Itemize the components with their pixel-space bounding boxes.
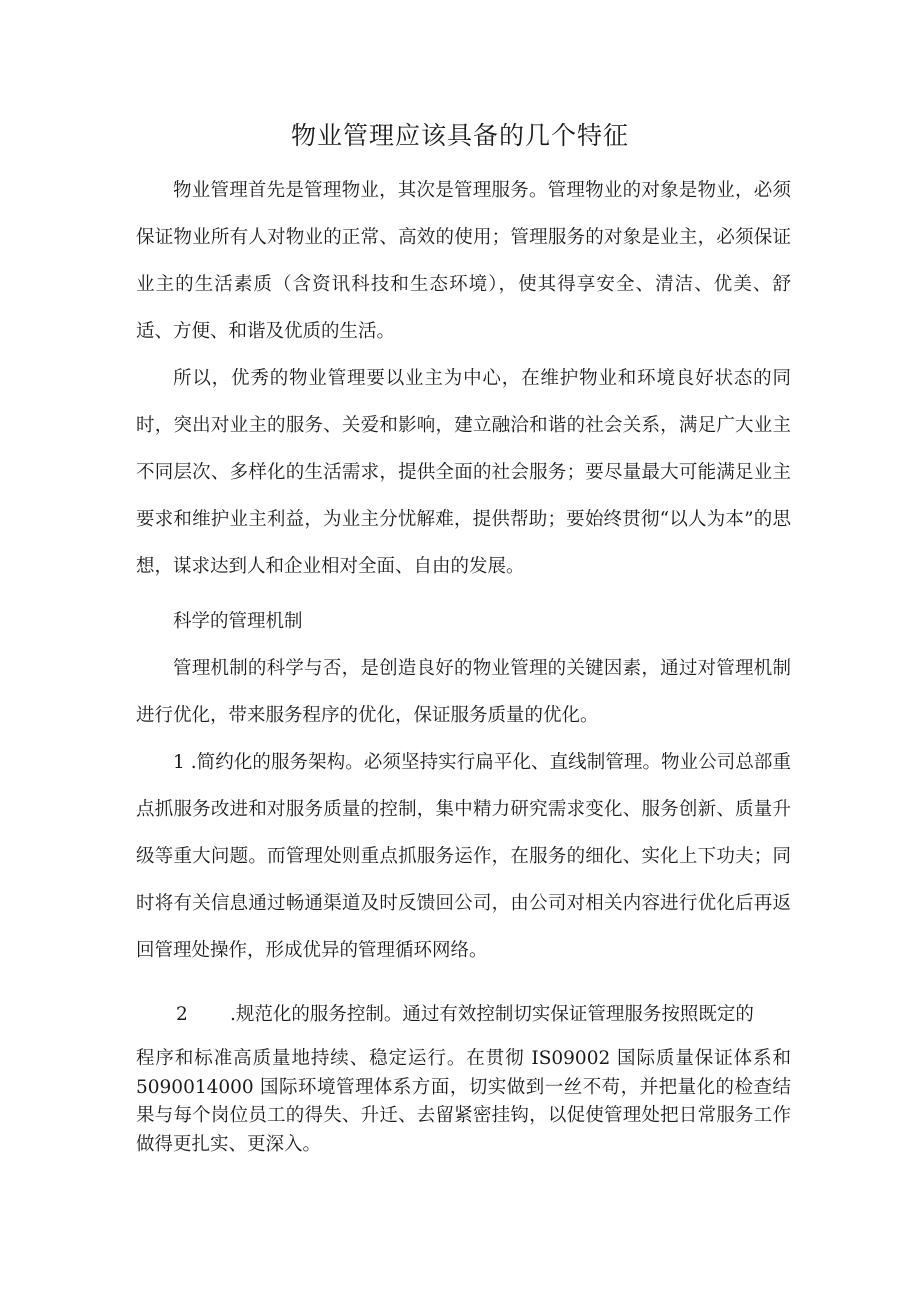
paragraph-1: 物业管理首先是管理物业，其次是管理服务。管理物业的对象是物业，必须保证物业所有人对物业的正常、高效的使用；管理服务的对象是业主，必须保证业主的生活素质（含资讯科技和生态环境），使其得享安全、清洁、优美、舒适、方便、和谐及优质的生活。 xyxy=(136,180,791,342)
list-item-1: 1 .简约化的服务架构。必须坚持实行扁平化、直线制管理。物业公司总部重点抓服务改进和对服务质量的控制，集中精力研究需求变化、服务创新、质量升级等重大问题。而管理处则重点抓服务运作，在服务的细化、实化上下功夫；同时将有关信息通过畅通渠道及时反馈回公司，由公司对相关内容进行优化后再返回管理处操作，形成优异的管理循环网络。 xyxy=(136,752,791,961)
paragraph-3: 管理机制的科学与否，是创造良好的物业管理的关键因素，通过对管理机制进行优化，带来服务程序的优化，保证服务质量的优化。 xyxy=(136,658,791,726)
paragraph-2: 所以，优秀的物业管理要以业主为中心，在维护物业和环境良好状态的同时，突出对业主的服务、关爱和影响，建立融洽和谐的社会关系，满足广大业主不同层次、多样化的生活需求，提供全面的社会服务；要尽量最大可能满足业主要求和维护业主利益，为业主分忧解难，提供帮助；要始终贯彻“以人为本”的思想，谋求达到人和企业相对全面、自由的发展。 xyxy=(136,368,791,577)
list-item-2-first-line xyxy=(136,995,791,1035)
section-heading: 科学的管理机制 xyxy=(173,611,303,632)
document-title: 物业管理应该具备的几个特征 xyxy=(290,121,629,150)
list-item-2-lead: .规范化的服务控制。通过有效控制切实保证管理服务按照既定的 xyxy=(230,1004,754,1025)
list-item-2-continuation: 程序和标准高质量地持续、稳定运行。在贯彻 IS09002 国际质量保证体系和 5090014000 国际环境管理体系方面，切实做到一丝不苟，并把量化的检查结果与每个岗位员工的得失、升迁、去留紧密挂钩，以促使管理处把日常服务工作做得更扎实、更深入。 xyxy=(136,1048,791,1155)
list-item-2-number: 2 xyxy=(176,1004,188,1025)
